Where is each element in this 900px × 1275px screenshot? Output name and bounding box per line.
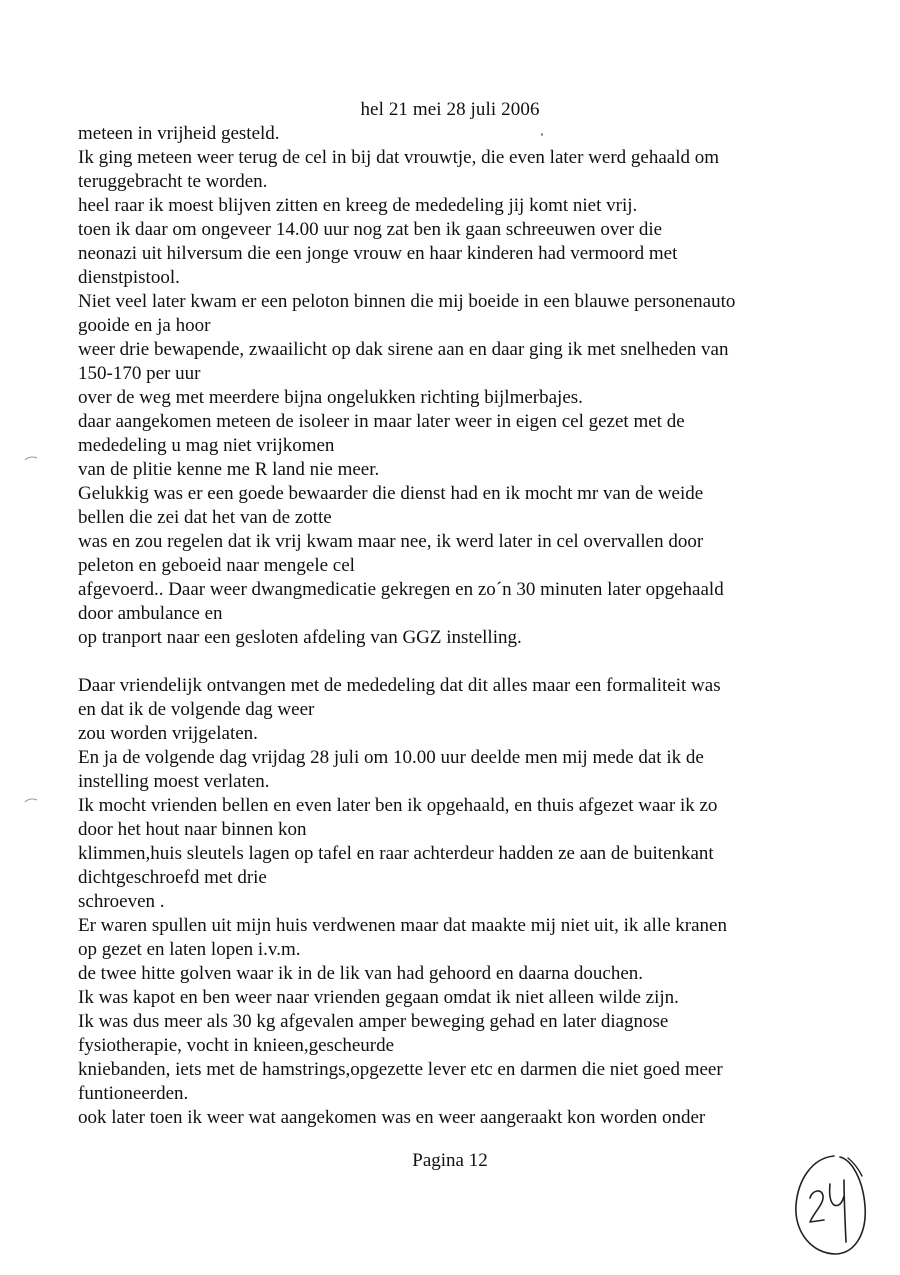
body-line: Gelukkig was er een goede bewaarder die dienst had en ik mocht mr van de weide <box>78 483 704 504</box>
body-line: dichtgeschroefd met drie <box>78 867 267 888</box>
scan-mark <box>24 797 38 803</box>
body-line: daar aangekomen meteen de isoleer in maar later weer in eigen cel gezet met de <box>78 411 685 432</box>
body-line: funtioneerden. <box>78 1083 189 1104</box>
body-line: ook later toen ik weer wat aangekomen was en weer aangeraakt kon worden onder <box>78 1107 706 1128</box>
body-line: over de weg met meerdere bijna ongelukken richting bijlmerbajes. <box>78 387 583 408</box>
body-line: teruggebracht te worden. <box>78 171 268 192</box>
body-line: peleton en geboeid naar mengele cel <box>78 555 355 576</box>
body-line: op tranport naar een gesloten afdeling van GGZ instelling. <box>78 627 522 648</box>
body-line: 150-170 per uur <box>78 363 201 384</box>
body-line: heel raar ik moest blijven zitten en kreeg de mededeling jij komt niet vrij. <box>78 195 638 216</box>
body-line: Daar vriendelijk ontvangen met de mededeling dat dit alles maar een formaliteit was <box>78 675 721 696</box>
body-line: weer drie bewapende, zwaailicht op dak sirene aan en daar ging ik met snelheden van <box>78 339 729 360</box>
body-line: kniebanden, iets met de hamstrings,opgezette lever etc en darmen die niet goed meer <box>78 1059 723 1080</box>
body-line: neonazi uit hilversum die een jonge vrouw en haar kinderen had vermoord met <box>78 243 678 264</box>
body-line: Niet veel later kwam er een peloton binnen die mij boeide in een blauwe personenauto <box>78 291 736 312</box>
body-line: Ik mocht vrienden bellen en even later ben ik opgehaald, en thuis afgezet waar ik zo <box>78 795 718 816</box>
page-header-title: hel 21 mei 28 juli 2006 <box>360 99 540 120</box>
body-line: Er waren spullen uit mijn huis verdwenen maar dat maakte mij niet uit, ik alle kranen <box>78 915 727 936</box>
body-line: op gezet en laten lopen i.v.m. <box>78 939 301 960</box>
body-line: En ja de volgende dag vrijdag 28 juli om 10.00 uur deelde men mij mede dat ik de <box>78 747 704 768</box>
body-line: meteen in vrijheid gesteld. <box>78 123 280 144</box>
page-footer <box>0 1149 900 1173</box>
body-line: gooide en ja hoor <box>78 315 211 336</box>
body-line: mededeling u mag niet vrijkomen <box>78 435 335 456</box>
body-line: bellen die zei dat het van de zotte <box>78 507 332 528</box>
body-line: de twee hitte golven waar ik in de lik van had gehoord en daarna douchen. <box>78 963 644 984</box>
body-line: van de plitie kenne me R land nie meer. <box>78 459 380 480</box>
body-line: instelling moest verlaten. <box>78 771 270 792</box>
body-line: en dat ik de volgende dag weer <box>78 699 315 720</box>
body-line: dienstpistool. <box>78 267 180 288</box>
scan-dot <box>541 133 543 136</box>
body-line: Ik ging meteen weer terug de cel in bij dat vrouwtje, die even later werd gehaald om <box>78 147 719 168</box>
body-line: schroeven . <box>78 891 165 912</box>
body-line: door ambulance en <box>78 603 223 624</box>
scan-mark <box>24 455 38 461</box>
page-header <box>0 98 900 122</box>
body-line: was en zou regelen dat ik vrij kwam maar nee, ik werd later in cel overvallen door <box>78 531 704 552</box>
document-body <box>78 122 838 1130</box>
body-line: afgevoerd.. Daar weer dwangmedicatie gekregen en zo´n 30 minuten later opgehaald <box>78 579 724 600</box>
handwritten-page-number-mark <box>790 1150 870 1260</box>
body-line: toen ik daar om ongeveer 14.00 uur nog zat ben ik gaan schreeuwen over die <box>78 219 663 240</box>
body-line: Ik was dus meer als 30 kg afgevalen amper beweging gehad en later diagnose <box>78 1011 669 1032</box>
body-line: door het hout naar binnen kon <box>78 819 307 840</box>
body-line: zou worden vrijgelaten. <box>78 723 258 744</box>
body-line: Ik was kapot en ben weer naar vrienden gegaan omdat ik niet alleen wilde zijn. <box>78 987 679 1008</box>
body-line: klimmen,huis sleutels lagen op tafel en raar achterdeur hadden ze aan de buitenkant <box>78 843 714 864</box>
page-number: Pagina 12 <box>412 1150 488 1171</box>
body-line: fysiotherapie, vocht in knieen,gescheurde <box>78 1035 395 1056</box>
paragraph-gap <box>78 650 838 674</box>
